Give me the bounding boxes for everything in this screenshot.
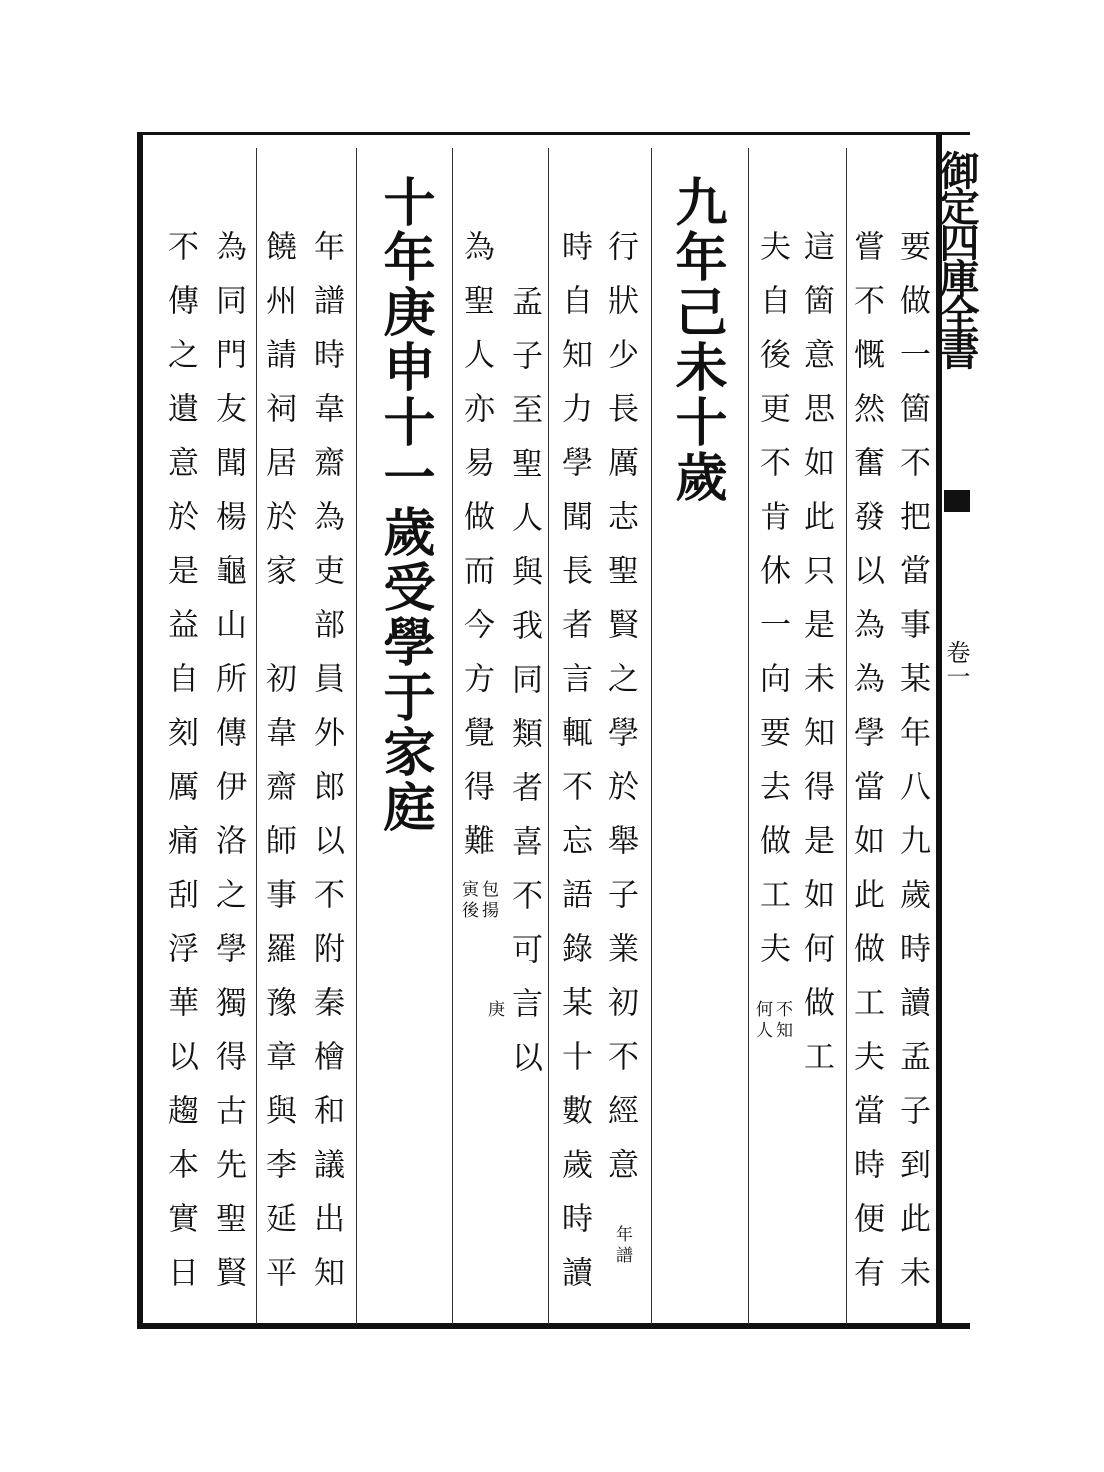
column-rule [748, 148, 749, 1324]
column-rule [651, 148, 652, 1324]
text-column: 行狀少長厲志聖賢之學於舉子業初不經意 [602, 230, 638, 1202]
column-rule [846, 148, 847, 1324]
book-title: 御定四庫全書 [933, 150, 980, 366]
text-column: 為同門友聞楊龜山所傳伊洛之學獨得古先聖賢 [210, 230, 246, 1310]
text-column: 不傳之遺意於是益自刻厲痛刮浮華以趨本實日 [162, 230, 198, 1310]
column-rule [452, 148, 453, 1324]
volume-label: 卷一 [942, 640, 970, 688]
text-column: 時自知力學聞長者言輒不忘語錄某十數歲時讀 [556, 230, 592, 1310]
text-column: 嘗不慨然奮發以為為學當如此做工夫當時便有 [848, 230, 884, 1310]
text-column: 夫自後更不肯休一向要去做工夫 [754, 230, 790, 986]
annotation: 不知 [772, 1000, 792, 1042]
text-column: 饒州請祠居於家 初韋齋師事羅豫章與李延平 [260, 230, 296, 1310]
annotation: 年譜 [612, 1225, 632, 1267]
column-rule [548, 148, 549, 1324]
annotation: 庚 [484, 1000, 504, 1021]
text-column: 要做一箇不把當事某年八九歲時讀孟子到此未 [894, 230, 930, 1310]
column-rule [356, 148, 357, 1324]
text-column: 這箇意思如此只是未知得是如何做工 [798, 230, 834, 1094]
text-column: 年譜時韋齋為吏部員外郎以不附秦檜和議出知 [308, 230, 344, 1310]
text-column: 為聖人亦易做而今方覺得難 [458, 230, 494, 878]
annotation: 包揚 [478, 880, 498, 922]
fish-tail-mark [944, 490, 970, 512]
section-heading: 九年己未十歲 [666, 175, 727, 505]
column-rule [256, 148, 257, 1324]
text-column: 孟子至聖人與我同類者喜不可言以 [506, 285, 542, 1095]
annotation: 何人 [752, 1000, 772, 1042]
section-heading: 十年庚申十一歲受學于家庭 [374, 175, 435, 835]
annotation: 寅後 [458, 880, 478, 922]
